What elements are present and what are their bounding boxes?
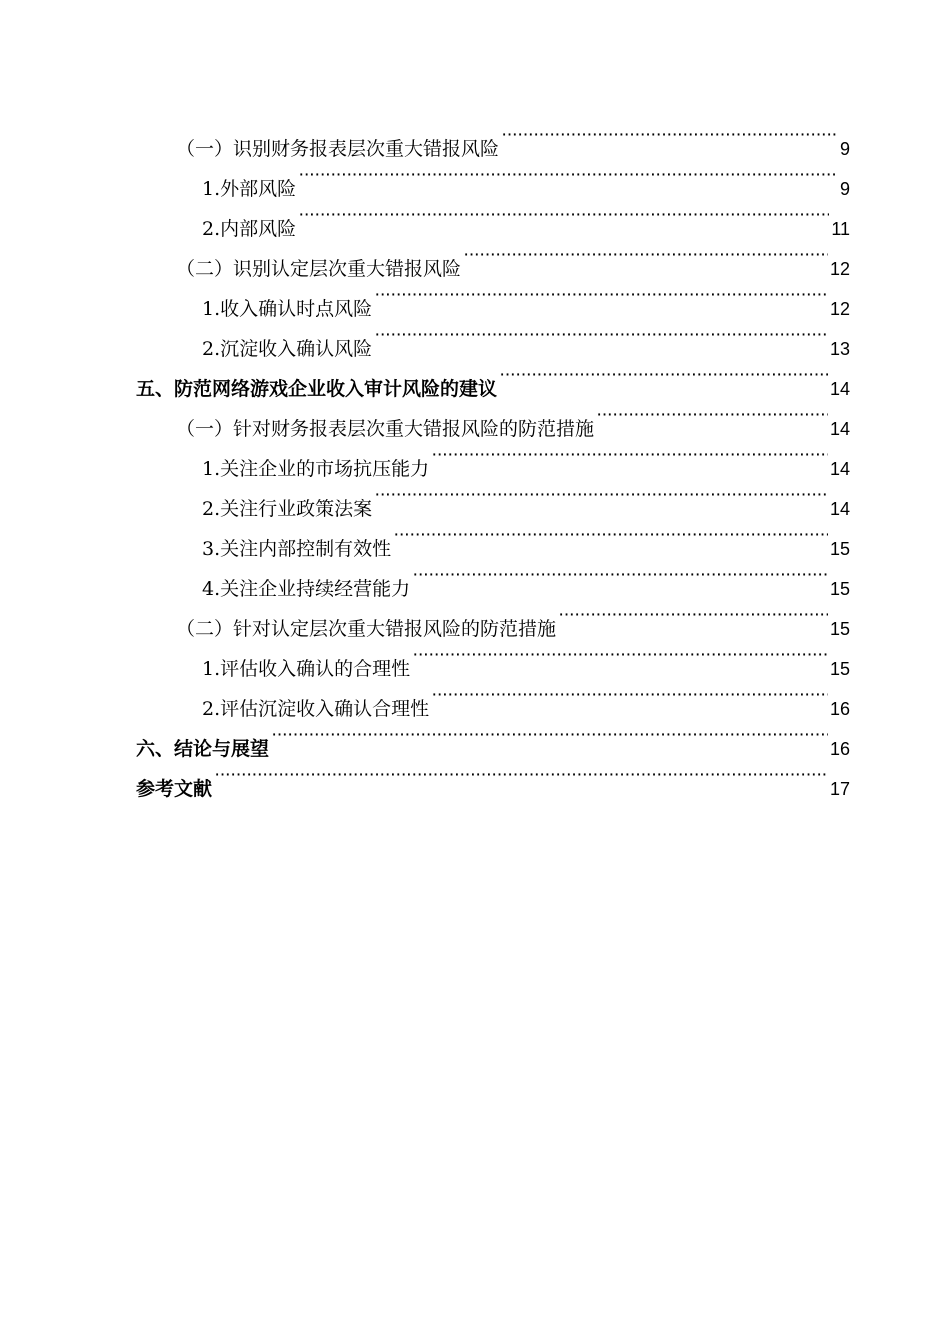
toc-dot-leader — [298, 195, 829, 235]
toc-entry-title: 1.收入确认时点风险 — [202, 298, 373, 320]
toc-entry-title: 1.关注企业的市场抗压能力 — [202, 458, 430, 480]
toc-page-number: 15 — [829, 659, 850, 679]
toc-entry-title: 2.关注行业政策法案 — [202, 498, 373, 520]
toc-dot-leader — [374, 275, 828, 315]
toc-page-number: 9 — [839, 139, 850, 159]
toc-entry-title: （一）针对财务报表层次重大错报风险的防范措施 — [176, 418, 595, 440]
toc-entry-title: （二）针对认定层次重大错报风险的防范措施 — [176, 618, 557, 640]
toc-dot-leader — [214, 755, 828, 795]
toc-page-number: 15 — [829, 539, 850, 559]
toc-page-number: 9 — [839, 179, 850, 199]
toc-page-number: 16 — [829, 739, 850, 759]
toc-page-number: 13 — [829, 339, 850, 359]
toc-page-number: 17 — [829, 779, 850, 799]
toc-dot-leader — [412, 555, 828, 595]
toc-dot-leader — [412, 635, 828, 675]
toc-page-number: 14 — [829, 499, 850, 519]
toc-page-number: 14 — [829, 379, 850, 399]
toc-dot-leader — [298, 155, 838, 195]
table-of-contents — [136, 115, 850, 800]
toc-entry-title: 1.外部风险 — [202, 178, 297, 200]
toc-dot-leader — [431, 435, 828, 475]
toc-entry-title: （二）识别认定层次重大错报风险 — [176, 258, 462, 280]
toc-page-number: 15 — [829, 579, 850, 599]
toc-dot-leader — [374, 475, 828, 515]
toc-dot-leader — [393, 515, 828, 555]
toc-entry-title: 五、防范网络游戏企业收入审计风险的建议 — [136, 378, 498, 400]
toc-entry-title: （一）识别财务报表层次重大错报风险 — [176, 138, 500, 160]
toc-dot-leader — [431, 675, 828, 715]
toc-page-number: 12 — [829, 259, 850, 279]
toc-page-number: 12 — [829, 299, 850, 319]
toc-dot-leader — [271, 715, 828, 755]
toc-page-number: 15 — [829, 619, 850, 639]
toc-page-number: 11 — [831, 219, 850, 239]
toc-dot-leader — [558, 595, 828, 635]
toc-entry-title: 3.关注内部控制有效性 — [202, 538, 392, 560]
toc-page-number: 14 — [829, 459, 850, 479]
toc-page-number: 14 — [829, 419, 850, 439]
toc-entry-title: 参考文献 — [136, 778, 213, 800]
toc-entry-title: 4.关注企业持续经营能力 — [202, 578, 411, 600]
toc-entry-chapter[interactable] — [136, 755, 850, 800]
toc-dot-leader — [374, 315, 828, 355]
toc-entry-title: 六、结论与展望 — [136, 738, 270, 760]
toc-dot-leader — [463, 235, 828, 275]
toc-entry-title: 2.沉淀收入确认风险 — [202, 338, 373, 360]
toc-entry-title: 2.内部风险 — [202, 218, 297, 240]
toc-dot-leader — [501, 115, 838, 155]
toc-page-number: 16 — [829, 699, 850, 719]
toc-entry-title: 2.评估沉淀收入确认合理性 — [202, 698, 430, 720]
toc-entry-section[interactable] — [136, 115, 850, 160]
toc-entry-title: 1.评估收入确认的合理性 — [202, 658, 411, 680]
toc-dot-leader — [596, 395, 828, 435]
toc-dot-leader — [499, 355, 828, 395]
